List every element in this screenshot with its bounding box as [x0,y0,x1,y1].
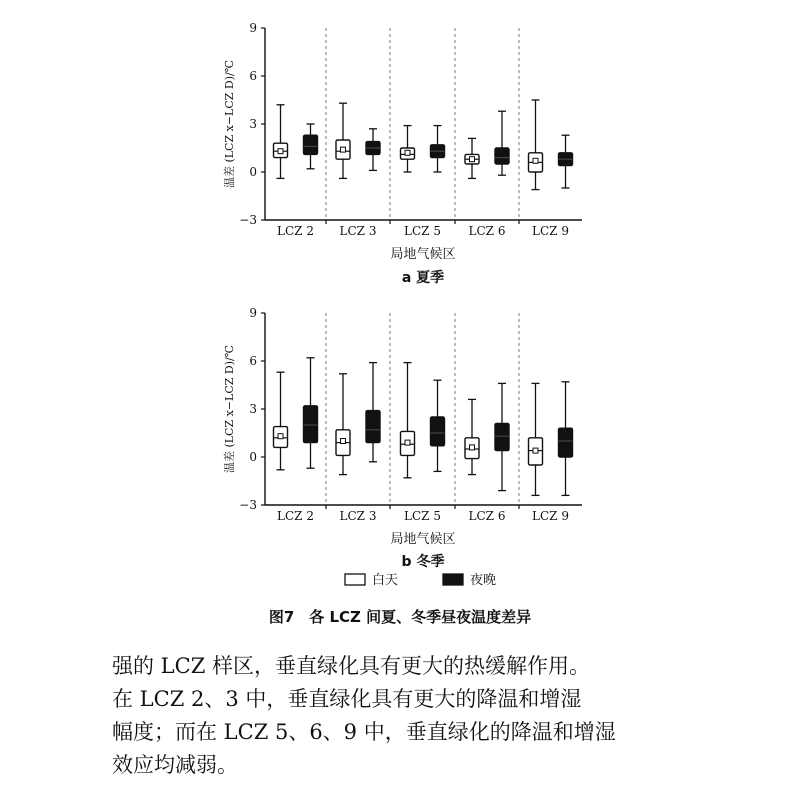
night-box-1 [304,124,318,169]
y-tick-label: −3 [239,213,257,227]
x-tick-label: LCZ 3 [339,224,377,238]
mean-marker [533,448,538,453]
y-axis-label: 温差 (LCZ x−LCZ D)/℃ [223,344,236,474]
mean-marker [470,445,475,450]
day-box-1 [274,105,288,179]
legend-label-night: 夜晚 [470,573,497,588]
day-box-1 [274,372,288,470]
night-box-4 [495,383,509,490]
x-tick-label: LCZ 6 [468,509,506,523]
y-tick-label: 6 [249,69,257,83]
y-axis-label: 温差 (LCZ x−LCZ D)/℃ [223,59,236,189]
y-tick-label: −3 [239,498,257,512]
panel-subtitle: b 冬季 [401,554,445,570]
x-tick-label: LCZ 2 [277,224,314,238]
y-tick-label: 6 [249,354,257,368]
y-tick-label: 3 [249,402,257,416]
panel-subtitle: a 夏季 [401,270,445,286]
legend [345,572,496,588]
box-iqr [304,135,318,154]
day-box-5 [529,383,543,495]
night-box-2 [366,363,380,462]
y-tick-label: 9 [249,306,257,320]
x-tick-label: LCZ 9 [532,509,569,523]
day-box-3 [401,363,415,478]
box-iqr [559,428,573,457]
y-tick-label: 0 [249,165,257,179]
night-box-5 [559,382,573,496]
x-axis-label: 局地气候区 [390,247,456,262]
mean-marker [470,157,475,162]
body-line-1: 强的 LCZ 样区，垂直绿化具有更大的热缓解作用。 [112,654,590,678]
x-tick-label: LCZ 2 [277,509,314,523]
x-axis-label: 局地气候区 [390,532,456,547]
day-box-2 [336,374,350,475]
mean-marker [533,158,538,163]
box-iqr [366,411,380,443]
body-paragraph [112,650,712,782]
box-iqr [495,423,509,450]
mean-marker [278,434,283,439]
x-tick-label: LCZ 9 [532,224,569,238]
day-box-3 [401,126,415,172]
figure-caption: 图7 各 LCZ 间夏、冬季昼夜温度差异 [268,608,532,626]
legend-label-day: 白天 [372,573,399,588]
night-box-2 [366,129,380,171]
mean-marker [405,440,410,445]
day-box-4 [465,399,479,474]
box-iqr [304,406,318,443]
night-box-3 [431,126,445,172]
body-line-3: 幅度；而在 LCZ 5、6、9 中，垂直绿化的降温和增湿 [112,720,616,744]
box-iqr [495,148,509,164]
body-line-2: 在 LCZ 2、3 中，垂直绿化具有更大的降温和增湿 [112,687,582,711]
chart-panel-winter [222,306,582,570]
x-tick-label: LCZ 6 [468,224,506,238]
y-tick-label: 3 [249,117,257,131]
legend-swatch-night [443,574,463,585]
day-box-4 [465,138,479,178]
y-tick-label: 9 [249,21,257,35]
night-box-3 [431,380,445,471]
mean-marker [341,147,346,152]
day-box-2 [336,103,350,178]
x-tick-label: LCZ 3 [339,509,377,523]
night-box-1 [304,358,318,468]
mean-marker [341,439,346,444]
y-tick-label: 0 [249,450,257,464]
x-tick-label: LCZ 5 [404,224,441,238]
night-box-5 [559,135,573,188]
mean-marker [405,150,410,155]
body-line-4: 效应均减弱。 [112,753,238,777]
mean-marker [278,149,283,154]
x-tick-label: LCZ 5 [404,509,441,523]
legend-swatch-day [345,574,365,585]
night-box-4 [495,111,509,175]
chart-panel-summer [222,21,582,286]
box-iqr [431,417,445,446]
day-box-5 [529,100,543,190]
